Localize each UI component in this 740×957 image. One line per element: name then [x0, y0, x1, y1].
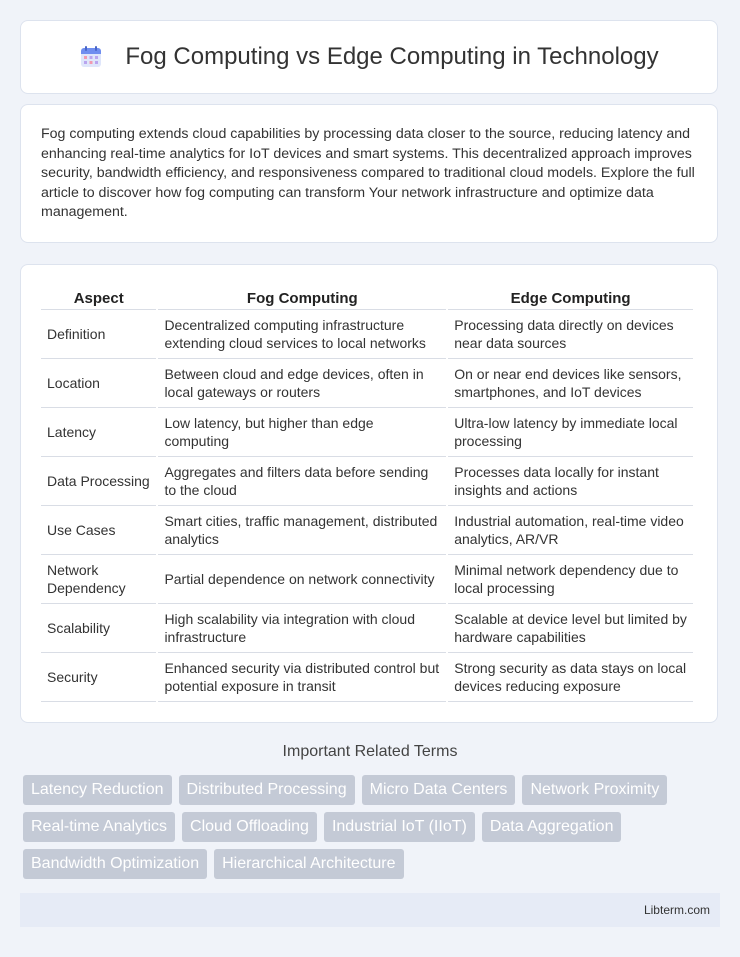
- cell-fog: Smart cities, traffic management, distributed analytics: [158, 506, 446, 555]
- cell-aspect: Latency: [41, 408, 156, 457]
- cell-aspect: Security: [41, 653, 156, 702]
- tag-row: [23, 775, 723, 805]
- tag-real-time-analytics[interactable]: Real-time Analytics: [23, 812, 175, 842]
- header-fog: Fog Computing: [158, 285, 446, 310]
- tag-bandwidth-optimization[interactable]: Bandwidth Optimization: [23, 849, 207, 879]
- tag-micro-data-centers[interactable]: Micro Data Centers: [362, 775, 516, 805]
- cell-fog: Partial dependence on network connectivity: [158, 555, 446, 604]
- cell-aspect: Data Processing: [41, 457, 156, 506]
- table-row: [41, 457, 693, 506]
- tag-data-aggregation[interactable]: Data Aggregation: [482, 812, 622, 842]
- tag-row: [23, 812, 723, 842]
- cell-fog: Low latency, but higher than edge computing: [158, 408, 446, 457]
- cell-edge: Minimal network dependency due to local processing: [448, 555, 693, 604]
- footer-site-link[interactable]: Libterm.com: [643, 903, 710, 917]
- cell-edge: Ultra-low latency by immediate local processing: [448, 408, 693, 457]
- cell-aspect: Scalability: [41, 604, 156, 653]
- calendar-icon: [79, 45, 103, 69]
- table-row: [41, 408, 693, 457]
- table-row: [41, 604, 693, 653]
- table-row: [41, 359, 693, 408]
- cell-edge: Strong security as data stays on local devices reducing exposure: [448, 653, 693, 702]
- cell-fog: Between cloud and edge devices, often in local gateways or routers: [158, 359, 446, 408]
- related-terms-tags: [23, 775, 723, 886]
- tag-hierarchical-architecture[interactable]: Hierarchical Architecture: [214, 849, 403, 879]
- cell-edge: On or near end devices like sensors, smartphones, and IoT devices: [448, 359, 693, 408]
- table-row: [41, 653, 693, 702]
- comparison-table: [39, 285, 695, 702]
- cell-aspect: Use Cases: [41, 506, 156, 555]
- tag-network-proximity[interactable]: Network Proximity: [522, 775, 667, 805]
- header-aspect: Aspect: [41, 285, 156, 310]
- table-row: [41, 506, 693, 555]
- tag-industrial-iot[interactable]: Industrial IoT (IIoT): [324, 812, 475, 842]
- table-row: [41, 555, 693, 604]
- header-card: [20, 20, 718, 94]
- page-title: Fog Computing vs Edge Computing in Technology: [125, 43, 659, 70]
- cell-edge: Processes data locally for instant insights and actions: [448, 457, 693, 506]
- cell-fog: High scalability via integration with cloud infrastructure: [158, 604, 446, 653]
- cell-edge: Scalable at device level but limited by hardware capabilities: [448, 604, 693, 653]
- tag-latency-reduction[interactable]: Latency Reduction: [23, 775, 172, 805]
- table-header-row: [41, 285, 693, 310]
- cell-fog: Aggregates and filters data before sending to the cloud: [158, 457, 446, 506]
- intro-text: Fog computing extends cloud capabilities by processing data closer to the source, reducing latency and enhancing real-time analytics for IoT devices and smart systems. This decentralized approach improves security, bandwidth efficiency, and responsiveness compared to traditional cloud models. Explore the full article to discover how fog computing can transform Your network infrastructure and optimize data management.: [41, 126, 695, 220]
- cell-fog: Enhanced security via distributed control but potential exposure in transit: [158, 653, 446, 702]
- cell-edge: Industrial automation, real-time video analytics, AR/VR: [448, 506, 693, 555]
- related-terms-title: Important Related Terms: [282, 743, 458, 760]
- cell-aspect: Definition: [41, 310, 156, 359]
- intro-card: [20, 104, 718, 243]
- cell-fog: Decentralized computing infrastructure extending cloud services to local networks: [158, 310, 446, 359]
- table-row: [41, 310, 693, 359]
- footer: [20, 893, 720, 927]
- tag-distributed-processing[interactable]: Distributed Processing: [179, 775, 355, 805]
- comparison-table-card: [20, 264, 718, 723]
- tag-cloud-offloading[interactable]: Cloud Offloading: [182, 812, 317, 842]
- tag-row: [23, 849, 723, 879]
- cell-aspect: Network Dependency: [41, 555, 156, 604]
- cell-edge: Processing data directly on devices near data sources: [448, 310, 693, 359]
- header-edge: Edge Computing: [448, 285, 693, 310]
- cell-aspect: Location: [41, 359, 156, 408]
